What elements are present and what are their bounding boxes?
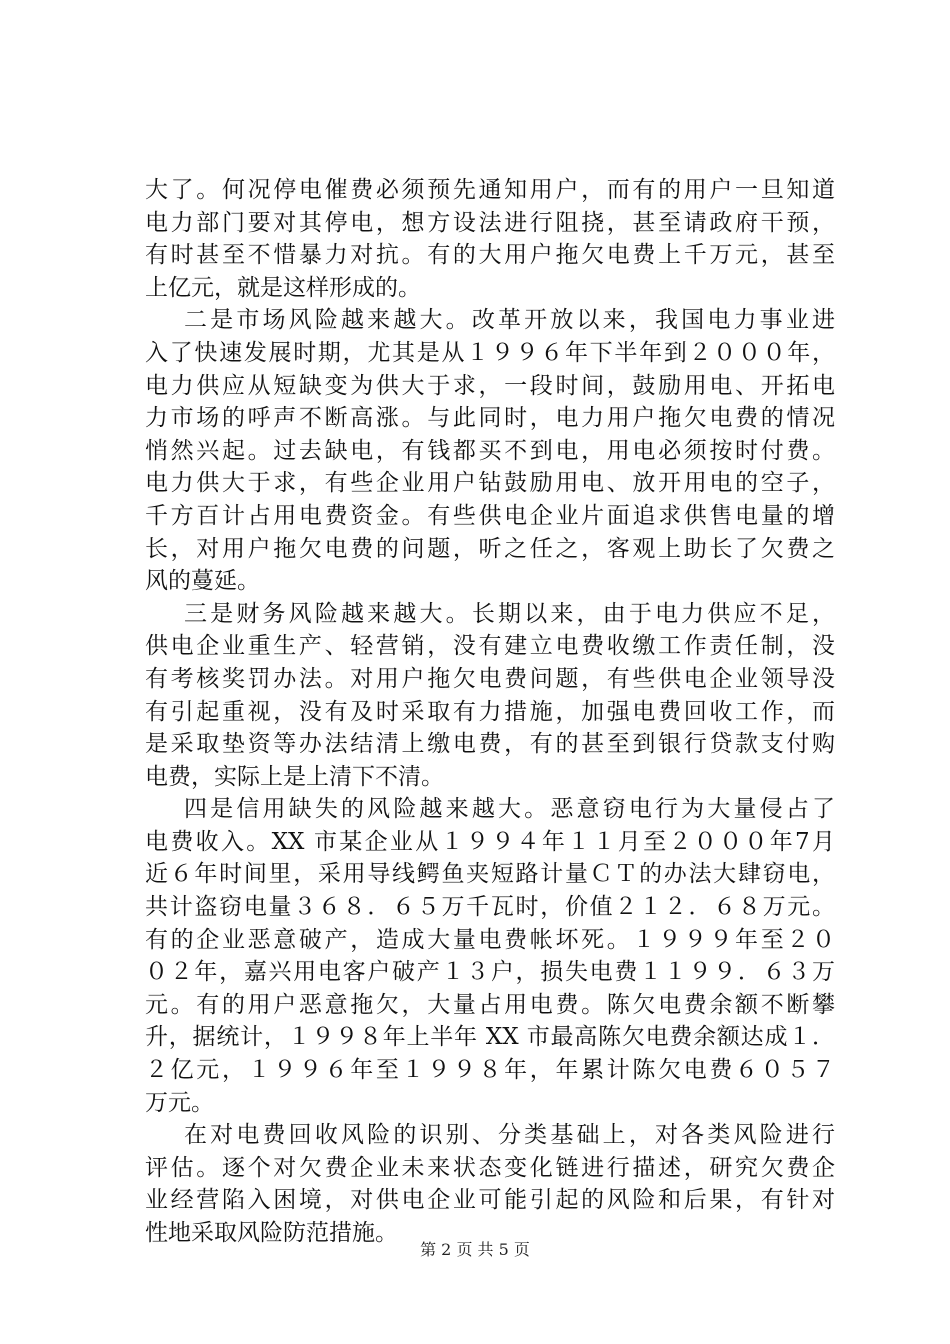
text-line: 是采取垫资等办法结清上缴电费，有的甚至到银行贷款支付购 — [145, 731, 835, 758]
text-line: 悄然兴起。过去缺电，有钱都买不到电，用电必须按时付费。 — [145, 437, 835, 464]
paragraph — [145, 174, 835, 304]
text-line: 电费收入。XX 市某企业从１９９４年１１月至２０００年7月 — [145, 828, 835, 855]
text-line: 共计盗窃电量３６８．６５万千瓦时，价值２１２．６８万元。 — [145, 894, 835, 921]
text-line: ０２年，嘉兴用电客户破产１３户，损失电费１１９９．６３万 — [145, 959, 835, 986]
text-line: 大了。何况停电催费必须预先通知用户，而有的用户一旦知道 — [145, 177, 835, 203]
text-line: 电力供大于求，有些企业用户钻鼓励用电、放开用电的空子， — [145, 470, 835, 497]
text-line: 评估。逐个对欠费企业未来状态变化链进行描述，研究欠费企 — [145, 1154, 835, 1181]
text-line: 有引起重视，没有及时采取有力措施，加强电费回收工作，而 — [145, 698, 835, 725]
text-line: 长，对用户拖欠电费的问题，听之任之，客观上助长了欠费之 — [145, 535, 835, 562]
text-line: ２亿元，１９９６年至１９９８年，年累计陈欠电费６０５７ — [145, 1057, 835, 1084]
text-line: 上亿元，就是这样形成的。 — [145, 274, 421, 301]
text-line: 电力供应从短缺变为供大于求，一段时间，鼓励用电、开拓电 — [145, 372, 835, 399]
text-line: 在对电费回收风险的识别、分类基础上，对各类风险进行 — [184, 1122, 835, 1149]
text-line: 近６年时间里，采用导线鳄鱼夹短路计量ＣＴ的办法大肆窃电， — [145, 861, 835, 888]
text-line: 有时甚至不惜暴力对抗。有的大用户拖欠电费上千万元，甚至 — [145, 242, 835, 269]
page-footer: 第 2 页 共 5 页 — [420, 1240, 530, 1259]
paragraph — [145, 793, 835, 1119]
text-line: 力市场的呼声不断高涨。与此同时，电力用户拖欠电费的情况 — [145, 405, 835, 432]
text-line: 三是财务风险越来越大。长期以来，由于电力供应不足， — [184, 600, 835, 627]
text-line: 有考核奖罚办法。对用户拖欠电费问题，有些供电企业领导没 — [145, 665, 835, 692]
text-line: 业经营陷入困境，对供电企业可能引起的风险和后果，有针对 — [145, 1187, 835, 1214]
text-line: 性地采取风险防范措施。 — [145, 1220, 398, 1246]
text-line: 升，据统计，１９９８年上半年 XX 市最高陈欠电费余额达成１． — [145, 1024, 835, 1051]
text-line: 千方百计占用电费资金。有些供电企业片面追求供售电量的增 — [145, 502, 835, 529]
text-line: 电力部门要对其停电，想方设法进行阻挠，甚至请政府干预， — [145, 209, 835, 236]
text-line: 风的蔓延。 — [145, 568, 260, 595]
text-line: 万元。 — [145, 1089, 214, 1116]
text-line: 供电企业重生产、轻营销，没有建立电费收缴工作责任制，没 — [145, 633, 835, 660]
text-line: 元。有的用户恶意拖欠，大量占用电费。陈欠电费余额不断攀 — [145, 991, 835, 1018]
paragraph — [145, 1119, 835, 1249]
body-text — [145, 174, 835, 1250]
paragraph — [145, 304, 835, 597]
text-line: 二是市场风险越来越大。改革开放以来，我国电力事业进 — [184, 307, 835, 334]
paragraph — [145, 598, 835, 794]
text-line: 电费，实际上是上清下不清。 — [145, 763, 444, 790]
text-line: 有的企业恶意破产，造成大量电费帐坏死。１９９９年至２０ — [145, 926, 835, 953]
text-line: 四是信用缺失的风险越来越大。恶意窃电行为大量侵占了 — [184, 796, 835, 823]
text-line: 入了快速发展时期，尤其是从１９９６年下半年到２０００年， — [145, 339, 835, 366]
